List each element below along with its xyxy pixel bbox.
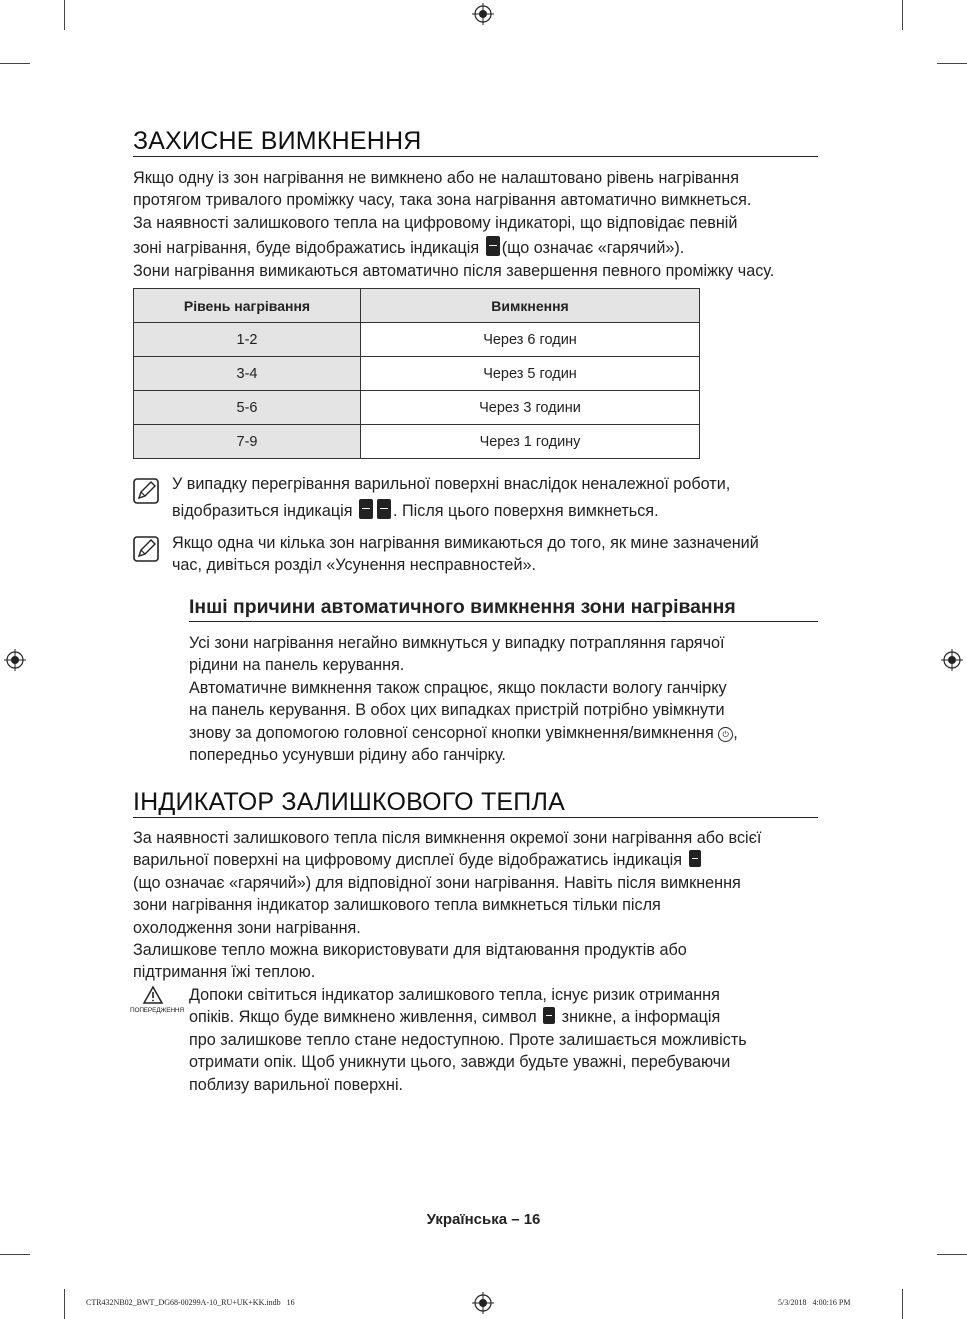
intro-paragraph (133, 167, 774, 282)
text-line: Якщо одну із зон нагрівання не вимкнено або не налаштовано рівень нагрівання (133, 169, 739, 187)
subsection-rule (189, 621, 818, 622)
crop-mark (64, 1289, 65, 1319)
cell-level: 7-9 (134, 425, 361, 459)
cell-level: 5-6 (134, 391, 361, 425)
cell-time: Через 3 години (361, 391, 700, 425)
warning-triangle-icon (142, 985, 164, 1005)
registration-mark-icon (472, 3, 494, 25)
text-line: попередньо усунувши рідину або ганчірку. (189, 746, 506, 765)
crop-mark (937, 63, 967, 64)
cell-level: 1-2 (134, 323, 361, 357)
shutoff-table (133, 288, 700, 459)
cell-time: Через 1 годину (361, 425, 700, 459)
text-line: (що означає «гарячий») для відповідної зони нагрівання. Навіть після вимкнення (133, 873, 741, 892)
text-line: Залишкове тепло можна використовувати для відтаювання продуктів або (133, 941, 687, 960)
note-pencil-icon (133, 536, 159, 562)
crop-mark (64, 0, 65, 30)
note-early-shutoff (172, 532, 759, 577)
indicator-o-icon (359, 499, 373, 519)
text-line: протягом тривалого проміжку часу, така зона нагрівання автоматично вимкнеться. (133, 191, 752, 210)
text-line (133, 236, 774, 259)
section-title-residual-heat: ІНДИКАТОР ЗАЛИШКОВОГО ТЕПЛА (133, 788, 565, 816)
text-line (189, 722, 738, 744)
table-header-row (134, 289, 700, 323)
title-rule (133, 817, 818, 818)
text-line: час, дивіться розділ «Усунення несправностей». (172, 556, 536, 575)
cell-time: Через 5 годин (361, 357, 700, 391)
title-rule (133, 156, 818, 157)
text-line (133, 849, 761, 871)
text-line: зони нагрівання індикатор залишкового тепла вимкнеться тільки після (133, 896, 661, 915)
text-line: поблизу варильної поверхні. (189, 1075, 404, 1094)
section-title-safety-shutoff: ЗАХИСНЕ ВИМКНЕННЯ (133, 127, 422, 155)
header-heat-level: Рівень нагрівання (134, 289, 361, 323)
text-line: За наявності залишкового тепла на цифровому індикаторі, що відповідає певній (133, 213, 738, 232)
crop-mark (937, 1254, 967, 1255)
note-overheat (172, 473, 730, 523)
note-pencil-icon (133, 478, 159, 504)
warning-paragraph (189, 984, 747, 1096)
crop-mark (902, 1289, 903, 1319)
text-line: У випадку перегрівання варильної поверхні внаслідок неналежної роботи, (172, 475, 731, 493)
cell-level: 3-4 (134, 357, 361, 391)
text-segment: зоні нагрівання, буде відображатись індикація (133, 239, 480, 258)
registration-mark-icon (4, 649, 26, 671)
crop-mark (0, 1254, 30, 1255)
text-line: За наявності залишкового тепла після вимкнення окремої зони нагрівання або всієї (133, 829, 762, 847)
cell-time: Через 6 годин (361, 323, 700, 357)
text-line: Допоки світиться індикатор залишкового тепла, існує ризик отримання (189, 986, 720, 1004)
crop-mark (902, 0, 903, 30)
warning-label: ПОПЕРЕДЖЕННЯ (130, 1007, 184, 1014)
text-line: охолодження зони нагрівання. (133, 918, 361, 937)
text-line: Якщо одна чи кілька зон нагрівання вимикаються до того, як мине зазначений (172, 534, 759, 552)
text-segment: знову за допомогою головної сенсорної кнопки увімкнення/вимкнення (189, 723, 714, 742)
page-number: Українська – 16 (426, 1211, 541, 1228)
text-line: Зони нагрівання вимикаються автоматично після завершення певного проміжку часу. (133, 261, 775, 280)
text-segment: . Після цього поверхня вимкнеться. (393, 502, 659, 521)
text-segment: , (733, 723, 738, 742)
print-date: 5/3/2018 4:00:16 PM (778, 1298, 851, 1307)
text-line: на панель керування. В обох цих випадках пристрій потрібно увімкнути (189, 701, 725, 720)
crop-mark (0, 63, 30, 64)
residual-heat-paragraph (133, 827, 761, 984)
header-shutoff: Вимкнення (361, 289, 700, 323)
text-line: підтримання їжі теплою. (133, 963, 316, 982)
table-row (134, 391, 700, 425)
text-line: про залишкове тепло стане недоступною. Проте залишається можливість (189, 1030, 747, 1049)
text-segment: варильної поверхні на цифровому дисплеї буде відображатись індикація (133, 851, 682, 870)
power-icon: ⏻ (718, 727, 733, 742)
subsection-paragraph (189, 632, 738, 766)
text-line (189, 1006, 747, 1028)
text-segment: відобразиться індикація (172, 502, 353, 521)
text-segment: (що означає «гарячий»). (501, 239, 685, 258)
text-line: Усі зони нагрівання негайно вимкнуться у випадку потрапляння гарячої (189, 634, 725, 652)
file-info: CTR432NB02_BWT_DG68-00299A-10_RU+UK+KK.indb 16 (86, 1298, 295, 1307)
indicator-e-icon (377, 499, 391, 519)
table-row (134, 357, 700, 391)
registration-mark-icon (472, 1292, 494, 1314)
hot-indicator-h-icon (689, 850, 701, 867)
text-line (172, 499, 730, 522)
hot-indicator-h-icon (543, 1007, 555, 1024)
table-row (134, 425, 700, 459)
subsection-title: Інші причини автоматичного вимкнення зони нагрівання (189, 596, 736, 618)
text-line: Автоматичне вимкнення також спрацює, якщо покласти вологу ганчірку (189, 678, 727, 697)
text-line: рідини на панель керування. (189, 656, 405, 675)
text-segment: зникне, а інформація (561, 1008, 721, 1027)
hot-indicator-h-icon (486, 236, 500, 256)
text-line: отримати опік. Щоб уникнути цього, завжди будьте уважні, перебуваючи (189, 1053, 731, 1072)
text-segment: опіків. Якщо буде вимкнено живлення, символ (189, 1008, 537, 1027)
table-row (134, 323, 700, 357)
registration-mark-icon (941, 649, 963, 671)
